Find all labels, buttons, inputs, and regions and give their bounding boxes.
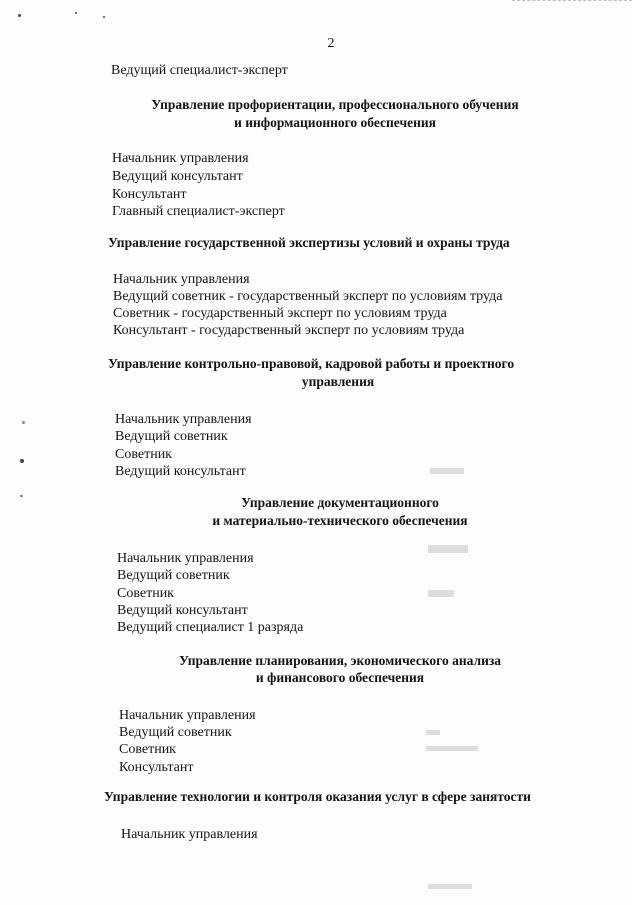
position-item: Ведущий консультант: [112, 169, 243, 184]
scan-smudge: [430, 468, 464, 474]
scan-speck: [22, 421, 25, 424]
position-item: Начальник управления: [112, 151, 249, 166]
scan-smudge: [428, 590, 454, 597]
position-item: Советник: [119, 742, 176, 757]
position-item: Начальник управления: [117, 551, 254, 566]
scan-smudge: [426, 730, 440, 735]
position-item: Консультант: [112, 187, 187, 202]
section-heading-5-line-1: Управление планирования, экономического анализа: [178, 653, 502, 668]
section-heading-2: Управление государственной экспертизы условий и охраны труда: [108, 235, 510, 250]
section-heading-6: Управление технологии и контроля оказания услуг в сфере занятости: [104, 789, 531, 804]
position-item: Начальник управления: [115, 412, 252, 427]
section-heading-1-line-1: Управление профориентации, профессионального обучения: [151, 97, 519, 112]
position-item: Ведущий советник: [119, 725, 232, 740]
scan-smudge: [428, 545, 468, 553]
section-heading-5-line-2: и финансового обеспечения: [255, 670, 425, 685]
section-heading-1-line-2: и информационного обеспечения: [234, 115, 436, 130]
position-item: Начальник управления: [119, 708, 256, 723]
position-item: Ведущий специалист 1 разряда: [117, 620, 304, 635]
scan-speck: [18, 14, 21, 17]
scan-speck: [20, 459, 24, 463]
position-item: Ведущий консультант: [117, 603, 248, 618]
position-item: Консультант - государственный эксперт по условиям труда: [113, 323, 465, 338]
scan-edge-line: [512, 0, 632, 2]
position-item: Начальник управления: [121, 827, 258, 842]
scan-speck: [103, 16, 105, 18]
position-item: Советник: [115, 447, 172, 462]
position-item: Главный специалист-эксперт: [112, 204, 285, 219]
position-item: Консультант: [119, 760, 194, 775]
position-item: Советник - государственный эксперт по условиям труда: [113, 306, 447, 321]
position-item: Начальник управления: [113, 272, 250, 287]
section-heading-3-line-2: управления: [301, 374, 375, 389]
scan-smudge: [426, 746, 478, 751]
scan-smudge: [428, 884, 472, 889]
section-heading-4-line-1: Управление документационного: [241, 495, 439, 510]
page-number: 2: [327, 36, 335, 51]
scan-speck: [20, 495, 23, 497]
intro-position: Ведущий специалист-эксперт: [111, 63, 288, 78]
section-heading-4-line-2: и материально-технического обеспечения: [212, 513, 468, 528]
position-item: Ведущий советник: [117, 568, 230, 583]
position-item: Ведущий советник - государственный эксперт по условиям труда: [113, 289, 503, 304]
position-item: Советник: [117, 586, 174, 601]
position-item: Ведущий советник: [115, 429, 228, 444]
section-heading-3-line-1: Управление контрольно-правовой, кадровой работы и проектного: [108, 356, 515, 371]
position-item: Ведущий консультант: [115, 464, 246, 479]
scan-speck: [75, 12, 77, 14]
